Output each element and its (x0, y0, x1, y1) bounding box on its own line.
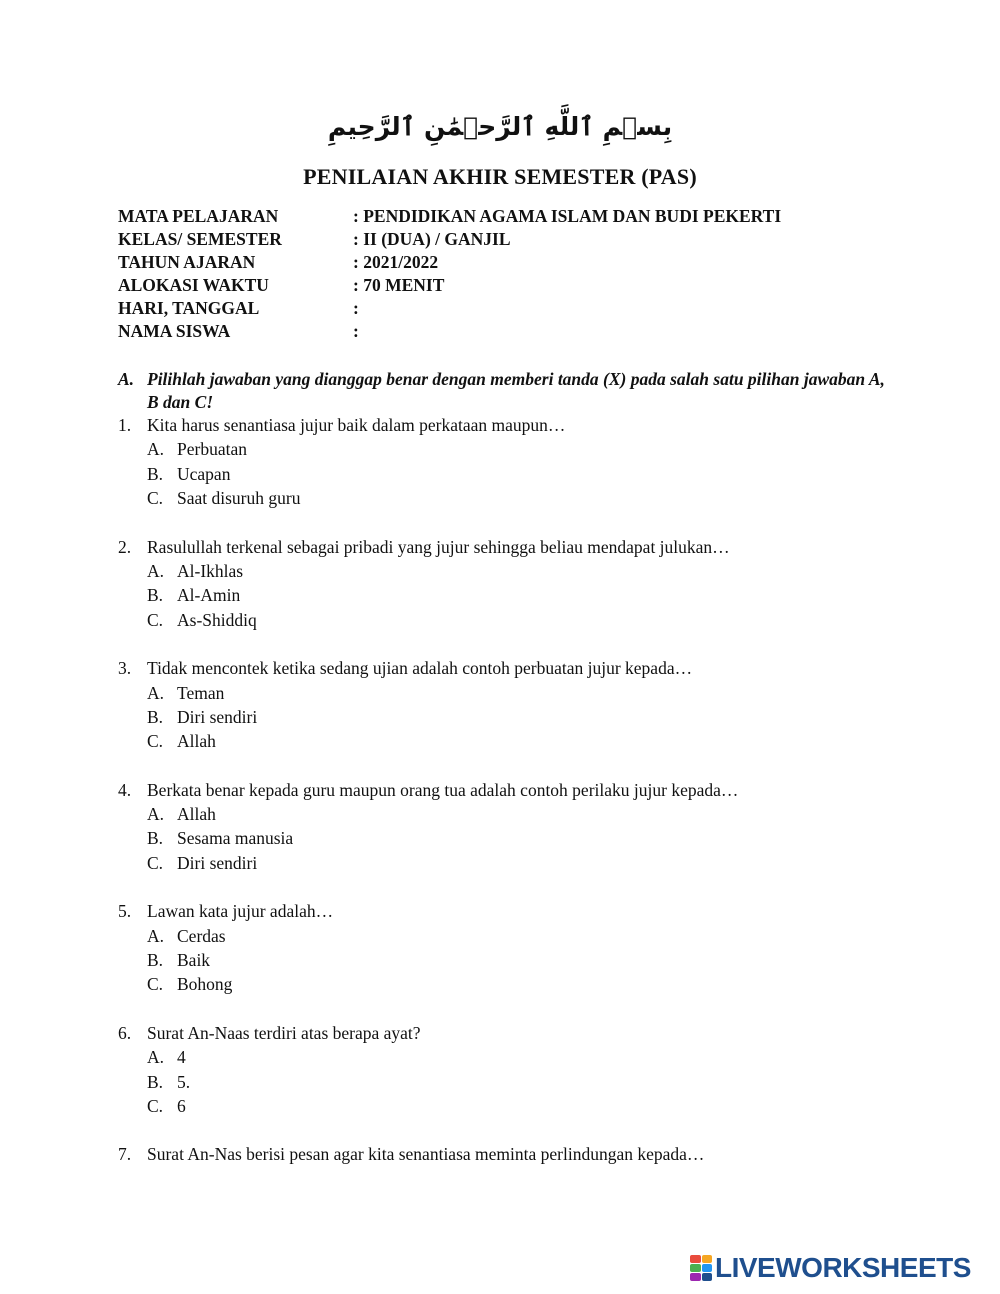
liveworksheets-brand (690, 1253, 971, 1283)
answer-option[interactable] (118, 972, 918, 996)
option-letter: C. (147, 488, 164, 509)
question-number: 2. (118, 536, 132, 557)
question-item (118, 899, 918, 997)
question-number: 6. (118, 1022, 132, 1043)
option-text: 5. (177, 1071, 191, 1092)
option-text: Sesama manusia (177, 828, 294, 849)
option-letter: B. (147, 706, 164, 727)
question-text: Surat An-Nas berisi pesan agar kita senantiasa meminta perlindungan kepada… (147, 1144, 705, 1165)
info-label: ALOKASI WAKTU (118, 275, 269, 295)
info-value: : II (DUA) / GANJIL (353, 229, 511, 249)
option-text: Diri sendiri (177, 706, 258, 727)
answer-option[interactable] (118, 924, 918, 948)
answer-option[interactable] (118, 486, 918, 510)
answer-option[interactable] (118, 462, 918, 486)
logo-square (702, 1273, 713, 1281)
option-text: Saat disuruh guru (177, 488, 301, 509)
option-letter: A. (147, 560, 165, 581)
info-value: : PENDIDIKAN AGAMA ISLAM DAN BUDI PEKERTI (353, 206, 782, 226)
info-row (118, 320, 781, 343)
info-row (118, 228, 781, 251)
question-text: Rasulullah terkenal sebagai pribadi yang jujur sehingga beliau mendapat julukan… (147, 536, 730, 557)
info-value: : 2021/2022 (353, 252, 439, 272)
question-item (118, 1142, 918, 1166)
question-item (118, 535, 918, 633)
question-number: 3. (118, 658, 132, 679)
option-text: Al-Amin (177, 585, 241, 606)
option-text: Bohong (177, 974, 233, 995)
option-text: Baik (177, 950, 211, 971)
info-value: : (353, 321, 359, 341)
section-letter: A. (118, 369, 135, 389)
question-text: Surat An-Naas terdiri atas berapa ayat? (147, 1022, 421, 1043)
option-text: Ucapan (177, 463, 231, 484)
question-item (118, 1021, 918, 1119)
answer-option[interactable] (118, 559, 918, 583)
info-value: : (353, 298, 359, 318)
option-letter: A. (147, 925, 165, 946)
option-letter: B. (147, 585, 164, 606)
option-text: Al-Ikhlas (177, 560, 244, 581)
option-letter: B. (147, 950, 164, 971)
question-stem (118, 1142, 918, 1166)
question-text: Tidak mencontek ketika sedang ujian adalah contoh perbuatan jujur kepada… (147, 658, 693, 679)
option-text: Diri sendiri (177, 852, 258, 873)
answer-option[interactable] (118, 583, 918, 607)
answer-option[interactable] (118, 729, 918, 753)
info-value: : 70 MENIT (353, 275, 445, 295)
info-label: TAHUN AJARAN (118, 252, 256, 272)
answer-option[interactable] (118, 1094, 918, 1118)
option-text: Cerdas (177, 925, 226, 946)
bismillah-heading: بِسۡمِ ٱللَّهِ ٱلرَّحۡمَٰنِ ٱلرَّحِيمِ (327, 112, 673, 141)
instruction-text: Pilihlah jawaban yang dianggap benar dengan memberi tanda (X) pada salah satu pilihan jawaban A, B dan C! (147, 369, 885, 412)
info-row (118, 205, 781, 228)
option-letter: A. (147, 1047, 165, 1068)
answer-option[interactable] (118, 1045, 918, 1069)
answer-option[interactable] (118, 608, 918, 632)
question-list (118, 413, 918, 1191)
logo-square (690, 1255, 701, 1263)
info-label: HARI, TANGGAL (118, 298, 260, 318)
liveworksheets-logo-icon (690, 1255, 712, 1281)
info-row (118, 274, 781, 297)
option-text: Allah (177, 731, 216, 752)
logo-square (690, 1273, 701, 1281)
page-title: PENILAIAN AKHIR SEMESTER (PAS) (303, 164, 697, 189)
logo-square (702, 1264, 713, 1272)
option-letter: B. (147, 828, 164, 849)
question-number: 7. (118, 1144, 132, 1165)
option-letter: C. (147, 852, 164, 873)
question-text: Lawan kata jujur adalah… (147, 901, 334, 922)
option-letter: C. (147, 609, 164, 630)
answer-option[interactable] (118, 851, 918, 875)
option-text: Perbuatan (177, 439, 247, 460)
answer-option[interactable] (118, 826, 918, 850)
question-stem (118, 413, 918, 437)
info-label: KELAS/ SEMESTER (118, 229, 282, 249)
option-letter: C. (147, 731, 164, 752)
logo-square (690, 1264, 701, 1272)
answer-option[interactable] (118, 705, 918, 729)
question-stem (118, 1021, 918, 1045)
question-item (118, 413, 918, 511)
section-instruction (118, 368, 898, 414)
option-letter: B. (147, 1071, 164, 1092)
option-text: 6 (177, 1095, 186, 1116)
answer-option[interactable] (118, 681, 918, 705)
question-text: Kita harus senantiasa jujur baik dalam perkataan maupun… (147, 415, 566, 435)
option-letter: B. (147, 463, 164, 484)
option-letter: C. (147, 1095, 164, 1116)
exam-info-block (118, 205, 781, 343)
option-letter: A. (147, 439, 165, 460)
answer-option[interactable] (118, 1070, 918, 1094)
question-stem (118, 656, 918, 680)
option-text: 4 (177, 1047, 186, 1068)
answer-option[interactable] (118, 948, 918, 972)
question-stem (118, 535, 918, 559)
info-label: MATA PELAJARAN (118, 206, 279, 226)
question-number: 5. (118, 901, 132, 922)
option-text: Teman (177, 682, 225, 703)
option-letter: A. (147, 804, 165, 825)
info-row (118, 297, 781, 320)
option-text: As-Shiddiq (177, 609, 257, 630)
question-stem (118, 899, 918, 923)
question-text: Berkata benar kepada guru maupun orang tua adalah contoh perilaku jujur kepada… (147, 779, 739, 800)
question-stem (118, 778, 918, 802)
answer-option[interactable] (118, 437, 918, 461)
option-letter: A. (147, 682, 165, 703)
answer-option[interactable] (118, 802, 918, 826)
question-item (118, 656, 918, 754)
logo-square (702, 1255, 713, 1263)
info-row (118, 251, 781, 274)
question-item (118, 778, 918, 876)
question-number: 1. (118, 415, 132, 435)
info-label: NAMA SISWA (118, 321, 231, 341)
question-number: 4. (118, 779, 132, 800)
option-letter: C. (147, 974, 164, 995)
brand-name: LIVEWORKSHEETS (715, 1252, 971, 1283)
option-text: Allah (177, 804, 216, 825)
